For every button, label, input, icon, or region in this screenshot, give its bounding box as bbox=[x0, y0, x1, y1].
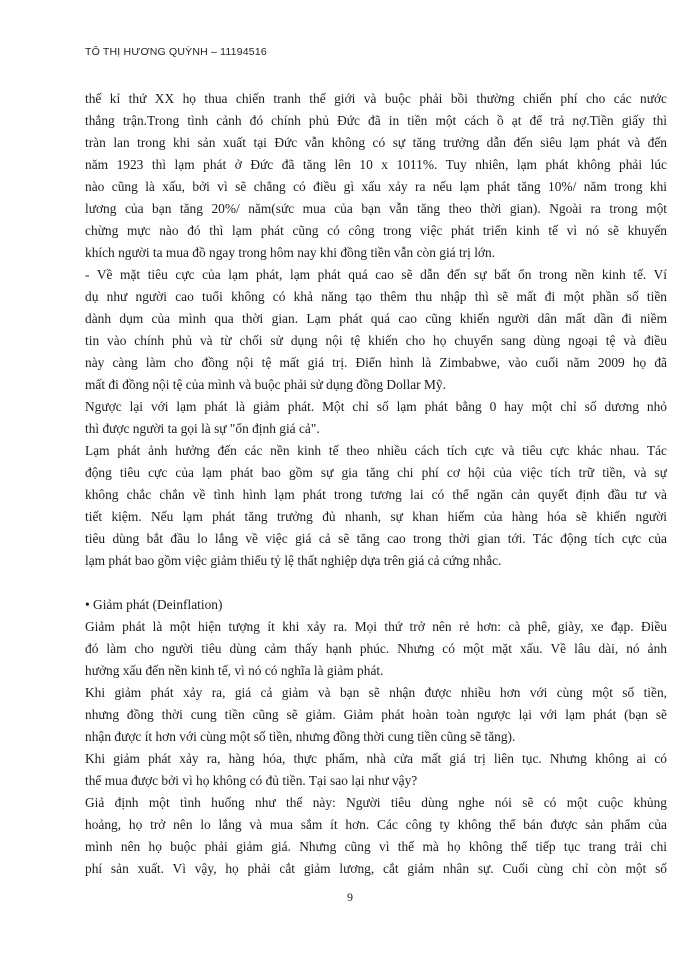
paragraph bbox=[85, 682, 667, 748]
text-line: khích người ta mua đồ ngay trong hôm nay khi đồng tiền vẫn còn giá trị lớn. bbox=[85, 245, 496, 260]
text-line: không chắc chắn về tình hình lạm phát trong tương lai có thể ngăn cản quyết định đầu tư và bbox=[85, 487, 667, 502]
paragraph-gap bbox=[85, 572, 667, 594]
text-line: thế kỉ thứ XX họ thua chiến tranh thế giới và buộc phải bồi thường chiến phí cho các nước bbox=[85, 91, 667, 106]
text-line: hoảng, họ trở nên lo lắng và mua sắm ít hơn. Các công ty không thể bán được sản phẩm của bbox=[85, 817, 667, 832]
text-line: dụ như người cao tuổi không có khả năng tạo thêm thu nhập thì sẽ mất đi một phần số tiền bbox=[85, 289, 667, 304]
section-heading: • Giảm phát (Deinflation) bbox=[85, 597, 223, 612]
text-line: mất đi đồng nội tệ của mình và buộc phải sử dụng đồng Dollar Mỹ. bbox=[85, 377, 446, 392]
document-body bbox=[85, 88, 667, 880]
paragraph bbox=[85, 264, 667, 396]
text-line: - Về mặt tiêu cực của lạm phát, lạm phát quá cao sẽ dẫn đến sự bất ổn trong nền kinh tế. Ví bbox=[85, 267, 667, 282]
text-line: này càng làm cho đồng nội tệ mất giá trị. Điển hình là Zimbabwe, vào cuối năm 2009 họ đã bbox=[85, 355, 667, 370]
text-line: đó làm cho người tiêu dùng cảm thấy hạnh phúc. Nhưng có một mặt xấu. Về lâu dài, nó ảnh bbox=[85, 641, 667, 656]
paragraph bbox=[85, 594, 667, 682]
text-line: nào cũng là xấu, bởi vì sẽ chẳng có điều gì xấu xảy ra nếu lạm phát tăng 10%/ năm trong khi bbox=[85, 179, 667, 194]
text-line: Giả định một tình huống như thế này: Người tiêu dùng nghe nói sẽ có một cuộc khủng bbox=[85, 795, 667, 810]
text-line: Khi giảm phát xảy ra, hàng hóa, thực phẩm, nhà cửa mất giá trị liên tục. Nhưng không ai có bbox=[85, 751, 667, 766]
text-line: nhưng đồng thời cung tiền cũng sẽ giảm. Giảm phát hoàn toàn ngược lại với lạm phát (bạn sẽ bbox=[85, 707, 667, 722]
text-line: tràn lan trong khi sản xuất tại Đức vẫn không có sự tăng trưởng dẫn đến siêu lạm phát và đến bbox=[85, 135, 667, 150]
text-line: lạm phát bao gồm việc giảm thiểu tỷ lệ thất nghiệp dựa trên giá cả cứng nhắc. bbox=[85, 553, 502, 568]
page-number: 9 bbox=[347, 890, 353, 904]
text-line: nhận được ít hơn với cùng một số tiền, nhưng đồng thời cung tiền cũng sẽ tăng). bbox=[85, 729, 516, 744]
paragraph bbox=[85, 88, 667, 264]
text-line: năm 1923 thì lạm phát ở Đức đã tăng lên 10 x 1011%. Tuy nhiên, lạm phát không phải lúc bbox=[85, 157, 667, 172]
text-line: thể mua được bởi vì họ không có đủ tiền. Tại sao lại như vậy? bbox=[85, 773, 418, 788]
text-line: Lạm phát ảnh hưởng đến các nền kinh tế theo nhiều cách tích cực và tiêu cực khác nhau. Tác bbox=[85, 443, 667, 458]
text-line: tiết kiệm. Nếu lạm phát tăng trưởng đủ nhanh, sự khan hiếm của hàng hóa sẽ khiến người bbox=[85, 509, 667, 524]
paragraph bbox=[85, 396, 667, 440]
page-header: TÔ THỊ HƯƠNG QUỲNH – 11194516 bbox=[85, 46, 267, 58]
paragraph bbox=[85, 792, 667, 880]
text-line: Giảm phát là một hiện tượng ít khi xảy ra. Mọi thứ trở nên rẻ hơn: cà phê, giày, xe đạp. Điều bbox=[85, 619, 667, 634]
text-line: dành dụm của mình qua thời gian. Lạm phát quá cao cũng khiến người dân mất dần đi niềm bbox=[85, 311, 667, 326]
text-line: lương của bạn tăng 20%/ năm(sức mua của bạn vẫn tăng theo thời gian). Ngoài ra trong một bbox=[85, 201, 667, 216]
text-line: phí sản xuất. Vì vậy, họ phải cắt giảm lương, cắt giảm nhân sự. Cuối cùng chỉ còn một số bbox=[85, 861, 667, 876]
paragraph bbox=[85, 440, 667, 572]
text-line: chừng mực nào đó thì lạm phát cũng có công trong việc phát triển kinh tế vì nó sẽ khuyến bbox=[85, 223, 667, 238]
text-line: hưởng xấu đến nền kinh tế, vì nó có nghĩa là giảm phát. bbox=[85, 663, 384, 678]
text-line: thắng trận.Trong tình cảnh đó chính phủ Đức đã in tiền một cách ồ ạt để trả nợ.Tiền giấy thì bbox=[85, 113, 667, 128]
text-line: động tiêu cực của lạm phát bao gồm sự gia tăng chi phí cơ hội của việc tích trữ tiền, và sự bbox=[85, 465, 667, 480]
text-line: Ngược lại với lạm phát là giảm phát. Một chỉ số lạm phát bằng 0 hay một chỉ số dương nhỏ bbox=[85, 399, 667, 414]
text-line: thì được người ta gọi là sự "ổn định giá cả". bbox=[85, 421, 320, 436]
text-line: tiêu dùng bắt đầu lo lắng về việc giá cả sẽ tăng cao trong thời gian tới. Tác động tích cực của bbox=[85, 531, 667, 546]
text-line: tin vào chính phủ và từ chối sử dụng nội tệ khiến cho họ chuyển sang dùng ngoại tệ và điều bbox=[85, 333, 667, 348]
text-line: mình nên họ buộc phải giảm giá. Nhưng cũng vì thế mà họ không thể tiếp tục trang trải chi bbox=[85, 839, 667, 854]
paragraph bbox=[85, 748, 667, 792]
text-line: Khi giảm phát xảy ra, giá cả giảm và bạn sẽ nhận được nhiều hơn với cùng một số tiền, bbox=[85, 685, 667, 700]
